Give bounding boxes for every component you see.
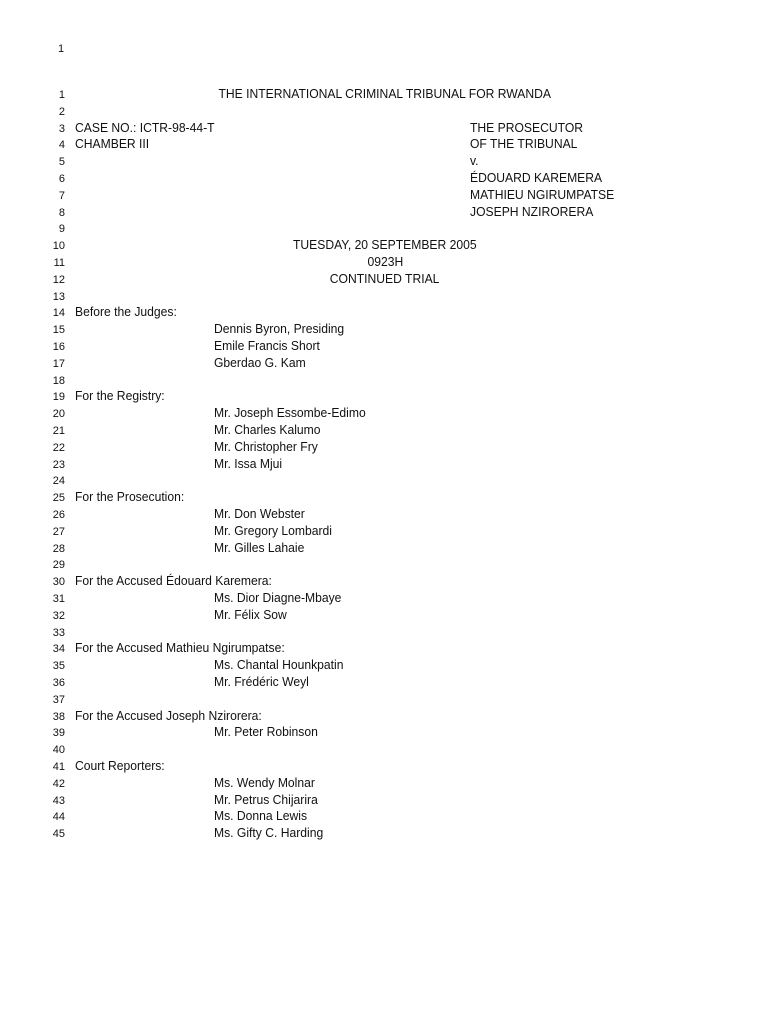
section-heading: Court Reporters:: [75, 758, 165, 773]
line-number: 16: [52, 341, 65, 353]
line-number: 45: [52, 828, 65, 841]
caption-line: OF THE TRIBUNAL: [470, 136, 578, 152]
transcript-line: [0, 808, 770, 825]
transcript-line: [0, 237, 770, 254]
line-number: 29: [52, 559, 65, 572]
line-number: 7: [58, 189, 65, 202]
registry-name: Mr. Christopher Fry: [214, 438, 318, 454]
line-number: 12: [52, 273, 65, 286]
transcript-line: [0, 758, 770, 775]
transcript-line: [0, 220, 770, 237]
reporter-name: Ms. Gifty C. Harding: [214, 825, 324, 841]
transcript-line: [0, 271, 770, 288]
caption-line: JOSEPH NZIRORERA: [470, 203, 594, 219]
session-date: TUESDAY, 20 SEPTEMBER 2005: [293, 237, 477, 253]
transcript-line: [0, 741, 770, 758]
transcript-line: [0, 708, 770, 725]
transcript-line: [0, 657, 770, 674]
line-number: 5: [58, 156, 65, 169]
tribunal-title: THE INTERNATIONAL CRIMINAL TRIBUNAL FOR RWANDA: [218, 86, 552, 101]
section-heading: For the Prosecution:: [75, 489, 185, 505]
transcript-line: [0, 86, 770, 103]
transcript-line: [0, 489, 770, 506]
line-number: 37: [52, 693, 65, 706]
caption-line: ÉDOUARD KAREMERA: [470, 170, 603, 185]
line-number: 40: [52, 744, 65, 757]
line-number: 26: [52, 509, 65, 521]
transcript-line: [0, 573, 770, 590]
line-number: 30: [52, 576, 65, 589]
transcript-line: [0, 775, 770, 792]
transcript-line: [0, 405, 770, 422]
registry-name: Mr. Joseph Essombe-Edimo: [214, 405, 366, 421]
prosecution-name: Mr. Don Webster: [214, 506, 305, 521]
line-number: 3: [58, 122, 65, 135]
transcript-line: [0, 506, 770, 523]
transcript-line: [0, 120, 770, 137]
transcript-line: [0, 556, 770, 573]
line-number: 31: [52, 593, 65, 605]
transcript-line: [0, 792, 770, 809]
session-time: 0923H: [367, 254, 403, 269]
transcript-line: [0, 607, 770, 624]
line-number: 27: [52, 525, 65, 538]
reporter-name: Ms. Donna Lewis: [214, 808, 308, 824]
transcript-line: [0, 439, 770, 456]
transcript-line: [0, 321, 770, 338]
line-number: 18: [52, 374, 65, 387]
line-number: 14: [52, 307, 65, 320]
transcript-line: [0, 338, 770, 355]
line-number: 42: [52, 777, 65, 790]
transcript-line: [0, 372, 770, 389]
counsel-name: Mr. Peter Robinson: [214, 724, 318, 740]
transcript-line: [0, 825, 770, 842]
line-number: 36: [52, 677, 65, 689]
counsel-name: Mr. Félix Sow: [214, 606, 287, 622]
section-heading: For the Accused Joseph Nzirorera:: [75, 707, 262, 723]
line-number: 15: [52, 324, 65, 337]
session-type: CONTINUED TRIAL: [330, 270, 440, 286]
transcript-line: [0, 153, 770, 170]
transcript-line: [0, 456, 770, 473]
counsel-name: Ms. Chantal Hounkpatin: [214, 657, 344, 673]
line-number: 23: [52, 458, 65, 471]
transcript-line: [0, 388, 770, 405]
line-number: 39: [52, 727, 65, 740]
section-heading: Before the Judges:: [75, 304, 177, 320]
transcript-line: [0, 170, 770, 187]
reporter-name: Ms. Wendy Molnar: [214, 774, 315, 790]
transcript-line: [0, 204, 770, 221]
transcript-line: [0, 136, 770, 153]
prosecution-name: Mr. Gregory Lombardi: [214, 522, 333, 538]
transcript-line: [0, 691, 770, 708]
case-number: CASE NO.: ICTR-98-44-T: [75, 119, 215, 135]
line-number: 10: [52, 240, 65, 253]
page-number: 1: [58, 43, 65, 55]
line-number: 17: [52, 357, 65, 370]
line-number: 11: [53, 257, 65, 269]
chamber: CHAMBER III: [75, 136, 150, 152]
line-number: 35: [52, 660, 65, 673]
transcript-line: [0, 103, 770, 120]
line-number: 32: [52, 609, 65, 622]
transcript-line: [0, 523, 770, 540]
line-number: 34: [52, 643, 65, 656]
transcript-line: [0, 590, 770, 607]
transcript-line: [0, 422, 770, 439]
counsel-name: Mr. Frédéric Weyl: [214, 674, 309, 689]
line-number: 21: [52, 425, 65, 437]
transcript-line: [0, 187, 770, 204]
line-number: 9: [58, 223, 65, 236]
section-heading: For the Registry:: [75, 388, 165, 404]
reporter-name: Mr. Petrus Chijarira: [214, 791, 318, 807]
line-number: 43: [52, 794, 65, 807]
caption-line: THE PROSECUTOR: [470, 119, 584, 135]
section-heading: For the Accused Mathieu Ngirumpatse:: [75, 640, 285, 656]
line-number: 33: [52, 626, 65, 639]
judge-name: Emile Francis Short: [214, 338, 320, 353]
transcript-line: [0, 304, 770, 321]
registry-name: Mr. Charles Kalumo: [214, 422, 321, 437]
line-number: 25: [52, 492, 65, 505]
line-number: 13: [52, 290, 65, 303]
line-number: 24: [52, 475, 65, 488]
transcript-line: [0, 254, 770, 271]
judge-name: Gberdao G. Kam: [214, 354, 306, 370]
line-number: 41: [52, 761, 65, 773]
caption-line: v.: [470, 153, 479, 169]
line-number: 19: [52, 391, 65, 404]
line-number: 8: [58, 206, 65, 219]
transcript-line: [0, 624, 770, 641]
counsel-name: Ms. Dior Diagne-Mbaye: [214, 590, 342, 605]
line-number: 28: [52, 542, 65, 555]
transcript-line: [0, 472, 770, 489]
line-number: 20: [52, 408, 65, 421]
line-number: 2: [58, 105, 65, 118]
line-number: 22: [52, 441, 65, 454]
registry-name: Mr. Issa Mjui: [214, 455, 283, 471]
transcript-line: [0, 724, 770, 741]
line-number: 4: [58, 139, 65, 152]
line-number: 38: [52, 710, 65, 723]
transcript-line: [0, 540, 770, 557]
transcript-line: [0, 288, 770, 305]
prosecution-name: Mr. Gilles Lahaie: [214, 539, 305, 555]
line-number: 1: [58, 89, 65, 101]
section-heading: For the Accused Édouard Karemera:: [75, 573, 272, 589]
transcript-line: [0, 355, 770, 372]
line-number: 6: [58, 173, 65, 185]
transcript-line: [0, 640, 770, 657]
line-number: 44: [52, 811, 65, 824]
judge-name: Dennis Byron, Presiding: [214, 321, 345, 337]
transcript-line: [0, 674, 770, 691]
caption-line: MATHIEU NGIRUMPATSE: [470, 186, 615, 202]
